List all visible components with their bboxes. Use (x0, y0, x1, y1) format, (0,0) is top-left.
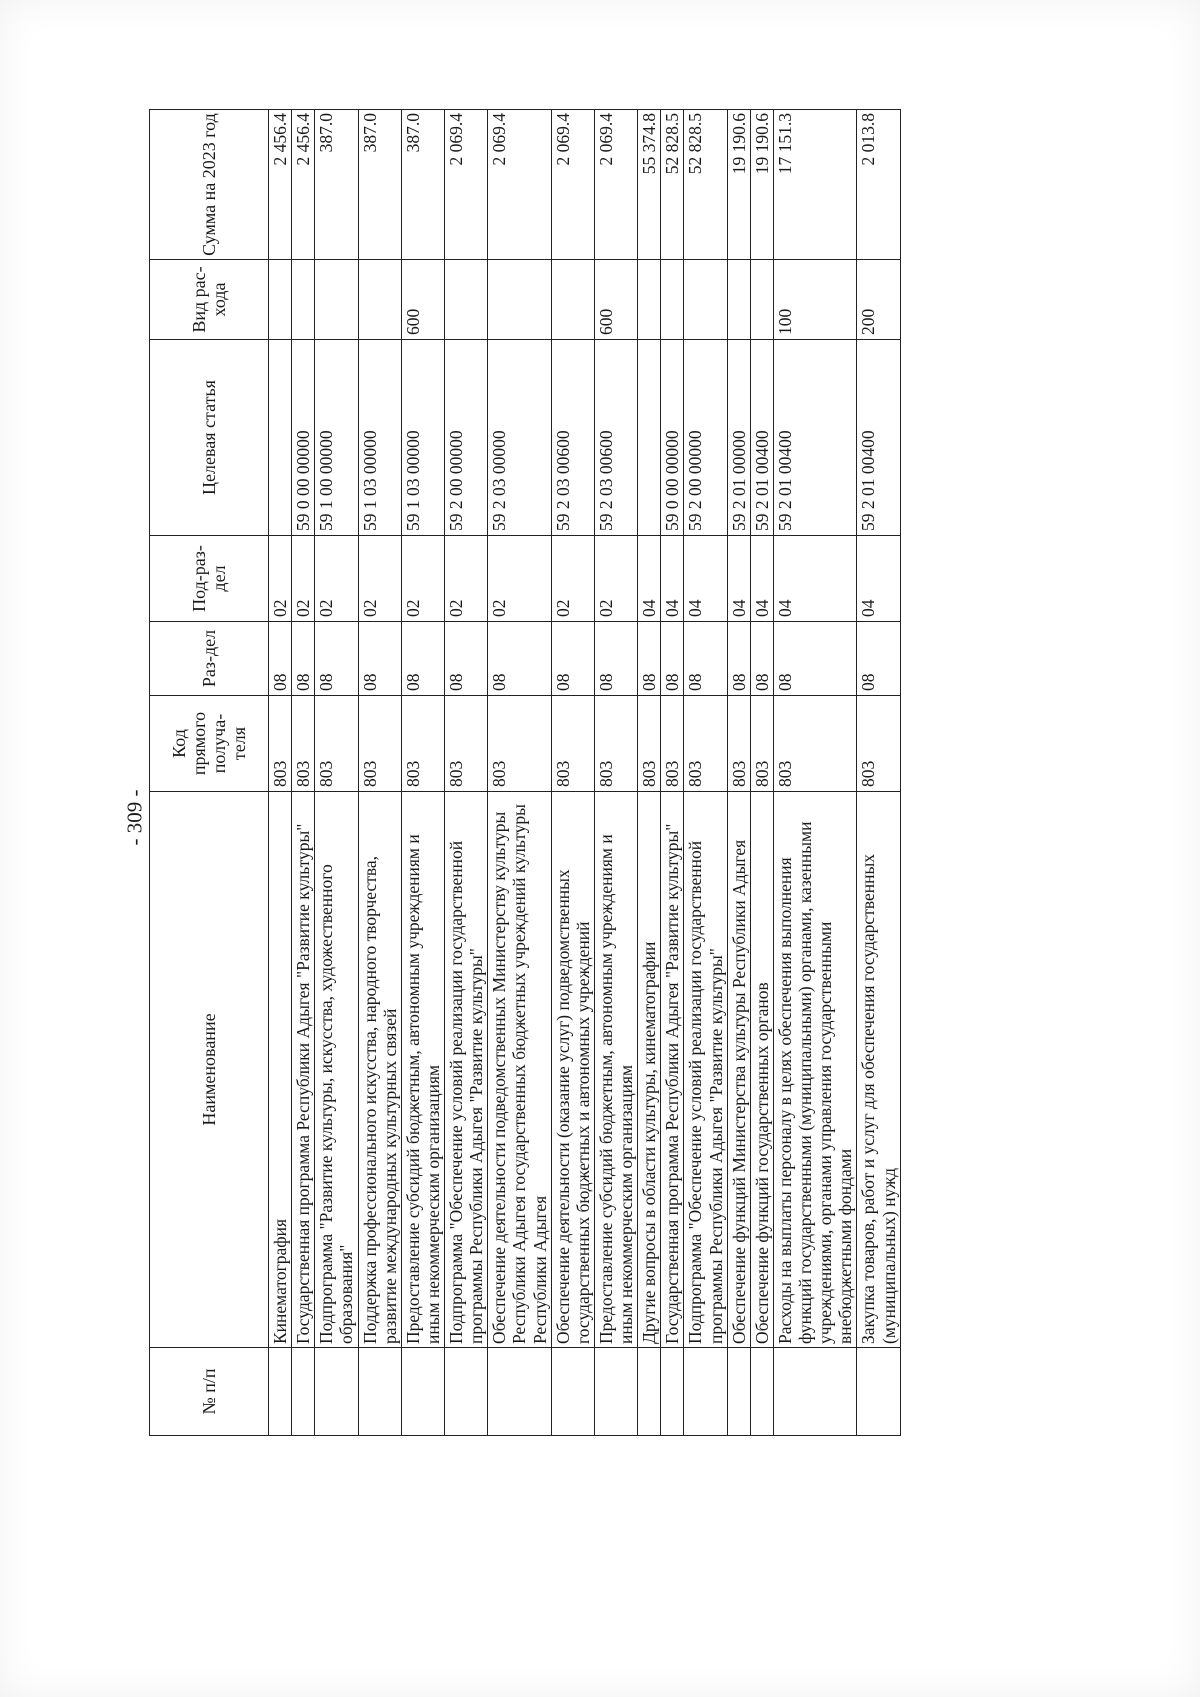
cell-summa: 55 374.8 (638, 110, 661, 260)
cell-vid (551, 260, 594, 340)
cell-summa: 19 190.6 (727, 110, 750, 260)
cell-name: Предоставление субсидий бюджетным, автономным учреждениям и иным некоммерческим организациям (401, 792, 444, 1348)
cell-name: Кинематография (269, 792, 292, 1348)
cell-razdel: 08 (857, 622, 900, 696)
cell-razdel: 08 (269, 622, 292, 696)
cell-summa: 2 013.8 (857, 110, 900, 260)
budget-table (149, 109, 901, 1436)
cell-kod: 803 (315, 696, 358, 792)
cell-kod: 803 (488, 696, 551, 792)
cell-name: Закупка товаров, работ и услуг для обеспечения государственных (муниципальных) нужд (857, 792, 900, 1348)
cell-razdel: 08 (401, 622, 444, 696)
budget-table-container (149, 113, 1049, 1436)
cell-name: Предоставление субсидий бюджетным, автономным учреждениям и иным некоммерческим организациям (594, 792, 637, 1348)
header-num: № п/п (150, 1348, 269, 1436)
cell-kod: 803 (638, 696, 661, 792)
cell-vid: 600 (401, 260, 444, 340)
header-vid: Вид рас-хода (150, 260, 269, 340)
cell-num (684, 1348, 727, 1436)
cell-podrazdel: 02 (358, 536, 401, 622)
cell-kod: 803 (551, 696, 594, 792)
cell-podrazdel: 02 (292, 536, 315, 622)
table-header-row (150, 110, 269, 1436)
cell-name: Обеспечение функций государственных органов (750, 792, 773, 1348)
cell-kod: 803 (727, 696, 750, 792)
cell-razdel: 08 (551, 622, 594, 696)
cell-vid (727, 260, 750, 340)
cell-vid (315, 260, 358, 340)
cell-razdel: 08 (684, 622, 727, 696)
cell-podrazdel: 02 (594, 536, 637, 622)
cell-vid (445, 260, 488, 340)
cell-num (358, 1348, 401, 1436)
cell-celevaya: 59 2 03 00600 (594, 340, 637, 536)
cell-podrazdel: 02 (445, 536, 488, 622)
cell-num (445, 1348, 488, 1436)
cell-razdel: 08 (292, 622, 315, 696)
cell-num (594, 1348, 637, 1436)
cell-vid (750, 260, 773, 340)
table-row (661, 110, 684, 1436)
cell-celevaya (269, 340, 292, 536)
cell-kod: 803 (358, 696, 401, 792)
cell-celevaya: 59 1 00 00000 (315, 340, 358, 536)
cell-razdel: 08 (445, 622, 488, 696)
cell-podrazdel: 02 (401, 536, 444, 622)
cell-celevaya: 59 0 00 00000 (661, 340, 684, 536)
cell-podrazdel: 04 (661, 536, 684, 622)
cell-celevaya: 59 2 00 00000 (445, 340, 488, 536)
cell-podrazdel: 04 (773, 536, 857, 622)
cell-summa: 2 069.4 (445, 110, 488, 260)
cell-podrazdel: 02 (269, 536, 292, 622)
cell-razdel: 08 (661, 622, 684, 696)
header-name: Наименование (150, 792, 269, 1348)
table-row (292, 110, 315, 1436)
cell-num (269, 1348, 292, 1436)
cell-num (773, 1348, 857, 1436)
cell-vid: 200 (857, 260, 900, 340)
cell-celevaya: 59 2 01 00400 (773, 340, 857, 536)
cell-celevaya: 59 2 03 00600 (551, 340, 594, 536)
cell-razdel: 08 (594, 622, 637, 696)
table-row (857, 110, 900, 1436)
cell-name: Обеспечение деятельности (оказание услуг) подведомственных государственных бюджетных и автономных учреждений (551, 792, 594, 1348)
cell-kod: 803 (292, 696, 315, 792)
cell-num (857, 1348, 900, 1436)
cell-vid (684, 260, 727, 340)
cell-summa: 19 190.6 (750, 110, 773, 260)
cell-razdel: 08 (638, 622, 661, 696)
cell-razdel: 08 (358, 622, 401, 696)
cell-celevaya: 59 2 00 00000 (684, 340, 727, 536)
cell-podrazdel: 02 (315, 536, 358, 622)
table-row (445, 110, 488, 1436)
cell-num (661, 1348, 684, 1436)
cell-kod: 803 (773, 696, 857, 792)
cell-name: Государственная программа Республики Адыгея "Развитие культуры" (661, 792, 684, 1348)
cell-kod: 803 (750, 696, 773, 792)
cell-celevaya: 59 2 01 00400 (750, 340, 773, 536)
header-podrazdel: Под-раз-дел (150, 536, 269, 622)
header-summa: Сумма на 2023 год (150, 110, 269, 260)
table-row (488, 110, 551, 1436)
page-number: - 309 - (122, 789, 147, 846)
cell-kod: 803 (445, 696, 488, 792)
cell-kod: 803 (684, 696, 727, 792)
table-row (358, 110, 401, 1436)
table-row (551, 110, 594, 1436)
cell-summa: 2 069.4 (488, 110, 551, 260)
cell-name: Расходы на выплаты персоналу в целях обеспечения выполнения функций государственными (муниципальными) органами, казенными учреждениями, органами управления государственными внебюджетными фондами (773, 792, 857, 1348)
cell-summa: 2 456.4 (292, 110, 315, 260)
cell-num (401, 1348, 444, 1436)
cell-vid (358, 260, 401, 340)
cell-podrazdel: 04 (638, 536, 661, 622)
cell-vid: 600 (594, 260, 637, 340)
cell-name: Подпрограмма "Обеспечение условий реализации государственной программы Республики Адыгея "Развитие культуры" (445, 792, 488, 1348)
cell-celevaya: 59 2 03 00000 (488, 340, 551, 536)
cell-name: Подпрограмма "Обеспечение условий реализации государственной программы Республики Адыгея "Развитие культуры" (684, 792, 727, 1348)
cell-name: Государственная программа Республики Адыгея "Развитие культуры" (292, 792, 315, 1348)
cell-summa: 52 828.5 (684, 110, 727, 260)
cell-vid (638, 260, 661, 340)
cell-num (750, 1348, 773, 1436)
cell-razdel: 08 (488, 622, 551, 696)
cell-celevaya: 59 2 01 00000 (727, 340, 750, 536)
cell-name: Обеспечение деятельности подведомственных Министерству культуры Республики Адыгея государственных бюджетных учреждений культуры Республики Адыгея (488, 792, 551, 1348)
cell-kod: 803 (401, 696, 444, 792)
cell-vid: 100 (773, 260, 857, 340)
cell-num (488, 1348, 551, 1436)
cell-num (727, 1348, 750, 1436)
cell-razdel: 08 (315, 622, 358, 696)
cell-razdel: 08 (750, 622, 773, 696)
cell-summa: 387.0 (401, 110, 444, 260)
table-row (401, 110, 444, 1436)
cell-kod: 803 (269, 696, 292, 792)
table-body (269, 110, 901, 1436)
cell-podrazdel: 02 (488, 536, 551, 622)
cell-celevaya: 59 1 03 00000 (401, 340, 444, 536)
cell-podrazdel: 04 (750, 536, 773, 622)
cell-summa: 2 456.4 (269, 110, 292, 260)
table-row (269, 110, 292, 1436)
cell-razdel: 08 (727, 622, 750, 696)
cell-summa: 17 151.3 (773, 110, 857, 260)
cell-name: Другие вопросы в области культуры, кинематографии (638, 792, 661, 1348)
cell-podrazdel: 04 (684, 536, 727, 622)
cell-num (638, 1348, 661, 1436)
table-row (684, 110, 727, 1436)
table-row (750, 110, 773, 1436)
cell-name: Подпрограмма "Развитие культуры, искусства, художественного образования" (315, 792, 358, 1348)
cell-name: Поддержка профессионального искусства, народного творчества, развитие международных культурных связей (358, 792, 401, 1348)
cell-celevaya: 59 2 01 00400 (857, 340, 900, 536)
cell-podrazdel: 02 (551, 536, 594, 622)
cell-vid (269, 260, 292, 340)
cell-kod: 803 (594, 696, 637, 792)
table-row (594, 110, 637, 1436)
cell-celevaya: 59 1 03 00000 (358, 340, 401, 536)
cell-summa: 387.0 (358, 110, 401, 260)
table-row (638, 110, 661, 1436)
cell-celevaya: 59 0 00 00000 (292, 340, 315, 536)
cell-name: Обеспечение функций Министерства культуры Республики Адыгея (727, 792, 750, 1348)
cell-celevaya (638, 340, 661, 536)
header-razdel: Раз-дел (150, 622, 269, 696)
cell-vid (488, 260, 551, 340)
header-celevaya: Целевая статья (150, 340, 269, 536)
cell-summa: 2 069.4 (594, 110, 637, 260)
cell-podrazdel: 04 (727, 536, 750, 622)
cell-summa: 387.0 (315, 110, 358, 260)
table-row (315, 110, 358, 1436)
cell-num (551, 1348, 594, 1436)
table-row (727, 110, 750, 1436)
cell-num (315, 1348, 358, 1436)
cell-razdel: 08 (773, 622, 857, 696)
cell-summa: 52 828.5 (661, 110, 684, 260)
header-kod: Код прямого получа-теля (150, 696, 269, 792)
cell-podrazdel: 04 (857, 536, 900, 622)
cell-vid (661, 260, 684, 340)
cell-summa: 2 069.4 (551, 110, 594, 260)
cell-kod: 803 (857, 696, 900, 792)
cell-kod: 803 (661, 696, 684, 792)
cell-num (292, 1348, 315, 1436)
cell-vid (292, 260, 315, 340)
table-row (773, 110, 857, 1436)
